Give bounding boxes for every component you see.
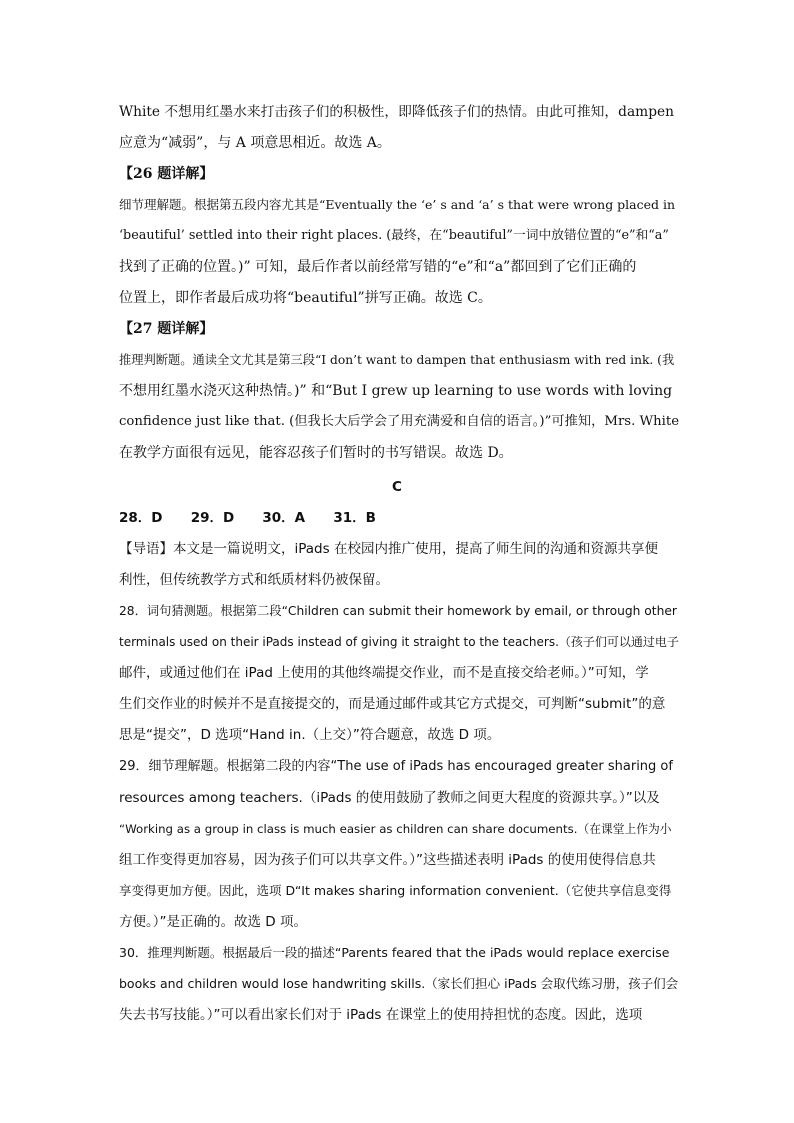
answer-key: 28．D 29．D 30．A 31．B: [119, 510, 376, 526]
text-line: books and children would lose handwriting skills.（家长们担心 iPads 会取代练习册，孩子们会: [119, 976, 679, 991]
section-heading-26: 【26 题详解】: [119, 166, 214, 182]
text-line: 细节理解题。根据第五段内容尤其是“Eventually the ‘e’ s and ‘a’ s that were wrong placed in: [119, 197, 676, 212]
text-line: 应意为“减弱”，与 A 项意思相近。故选 A。: [119, 135, 391, 151]
text-line: 失去书写技能。）”可以看出家长们对于 iPads 在课堂上的使用持担忧的态度。因此，选项: [119, 1007, 643, 1023]
section-heading-27: 【27 题详解】: [119, 321, 214, 337]
text-line: terminals used on their iPads instead of giving it straight to the teachers.（孩子们可以通过电子: [119, 635, 679, 649]
text-line: 不想用红墨水浇灭这种热情。)” 和“But I grew up learning to use words with loving: [119, 383, 673, 399]
text-line: 享变得更加方便。因此，选项 D“It makes sharing information convenient.（它使共享信息变得: [119, 883, 672, 898]
text-line: 位置上，即作者最后成功将“beautiful”拼写正确。故选 C。: [119, 290, 492, 306]
text-line: 【导语】本文是一篇说明文，iPads 在校园内推广使用，提高了师生间的沟通和资源共享便: [119, 541, 658, 557]
text-line: 邮件，或通过他们在 iPad 上使用的其他终端提交作业，而不是直接交给老师。）”可知，学: [119, 665, 649, 681]
text-line: 组工作变得更加容易，因为孩子们可以共享文件。）”这些描述表明 iPads 的使用使得信息共: [119, 852, 656, 868]
text-line: “Working as a group in class is much easier as children can share documents.（在课堂上作为小: [119, 822, 672, 836]
section-letter-c: C: [392, 479, 402, 495]
text-line: 思是“提交”，D 选项“Hand in.（上交）”符合题意，故选 D 项。: [119, 727, 501, 743]
text-line: White 不想用红墨水来打击孩子们的积极性，即降低孩子们的热情。由此可推知，dampen: [119, 104, 675, 120]
text-line: 方便。）”是正确的。故选 D 项。: [119, 914, 307, 930]
text-line: 找到了正确的位置。)” 可知，最后作者以前经常写错的“e”和“a”都回到了它们正确的: [119, 259, 637, 275]
text-line: 推理判断题。通读全文尤其是第三段“I don’t want to dampen that enthusiasm with red ink. (我: [119, 353, 675, 367]
text-line: confidence just like that. (但我长大后学会了用充满爱和自信的语言。)”可推知，Mrs. White: [119, 414, 680, 429]
text-line: resources among teachers.（iPads 的使用鼓励了教师之间更大程度的资源共享。）”以及: [119, 790, 660, 806]
text-line: 29．细节理解题。根据第二段的内容“The use of iPads has encouraged greater sharing of: [119, 759, 673, 774]
text-line: 30．推理判断题。根据最后一段的描述“Parents feared that the iPads would replace exercise: [119, 945, 670, 960]
text-line: 生们交作业的时候并不是直接提交的，而是通过邮件或其它方式提交，可判断“submit”的意: [119, 696, 666, 712]
text-line: 28．词句猜测题。根据第二段“Children can submit their homework by email, or through other: [119, 604, 677, 618]
text-line: 利性，但传统教学方式和纸质材料仍被保留。: [119, 572, 389, 588]
text-line: ‘beautiful’ settled into their right places. (最终，在“beautiful”一词中放错位置的“e”和“a”: [119, 228, 669, 243]
text-line: 在教学方面很有远见，能容忍孩子们暂时的书写错误。故选 D。: [119, 445, 513, 461]
